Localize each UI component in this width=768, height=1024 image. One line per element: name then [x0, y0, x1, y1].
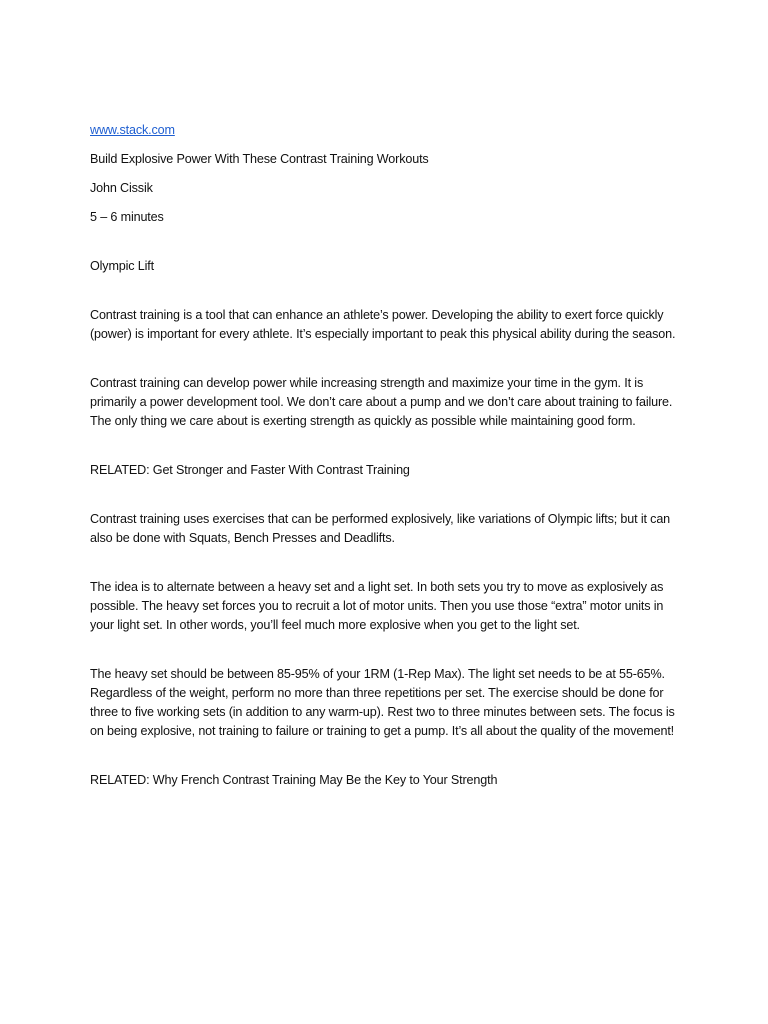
blank-line	[90, 490, 680, 510]
paragraph-power-tool: Contrast training can develop power while increasing strength and maximize your time in the gym. It is primarily a power development tool. We don’t care about a pump and we don’t care about training to failure. The only thing we care about is exerting strength as quickly as possible while maintaining good form.	[90, 376, 673, 428]
blank-line	[90, 558, 680, 578]
section-label: Olympic Lift	[90, 259, 154, 273]
blank-line	[90, 286, 680, 306]
blank-line	[90, 354, 680, 374]
read-time: 5 – 6 minutes	[90, 210, 164, 224]
blank-line	[90, 751, 680, 771]
paragraph-heavy-light: The idea is to alternate between a heavy set and a light set. In both sets you try to move as explosively as possible. The heavy set forces you to recruit a lot of motor units. Then you use those “extra” motor units in your light set. In other words, you’ll feel much more explosive when you get to the light set.	[90, 580, 664, 632]
paragraph-exercises: Contrast training uses exercises that can be performed explosively, like variations of Olympic lifts; but it can also be done with Squats, Bench Presses and Deadlifts.	[90, 512, 671, 545]
related-line-2: RELATED: Why French Contrast Training May Be the Key to Your Strength	[90, 773, 498, 787]
source-line	[90, 121, 680, 140]
article-author: John Cissik	[90, 181, 153, 195]
related-line-1: RELATED: Get Stronger and Faster With Contrast Training	[90, 463, 410, 477]
paragraph-intro: Contrast training is a tool that can enhance an athlete’s power. Developing the ability to exert force quickly (power) is important for every athlete. It’s especially important to peak this physical ability during the season.	[90, 308, 676, 341]
blank-line	[90, 237, 680, 257]
source-link[interactable]: www.stack.com	[90, 123, 175, 137]
article-title: Build Explosive Power With These Contrast Training Workouts	[90, 152, 429, 166]
document-page	[90, 121, 680, 800]
blank-line	[90, 645, 680, 665]
blank-line	[90, 441, 680, 461]
paragraph-percentages: The heavy set should be between 85-95% of your 1RM (1-Rep Max). The light set needs to be at 55-65%. Regardless of the weight, perform no more than three repetitions per set. The exercise should be done for three to five working sets (in addition to any warm-up). Rest two to three minutes between sets. The focus is on being explosive, not training to failure or training to get a pump. It’s all about the quality of the movement!	[90, 667, 675, 738]
